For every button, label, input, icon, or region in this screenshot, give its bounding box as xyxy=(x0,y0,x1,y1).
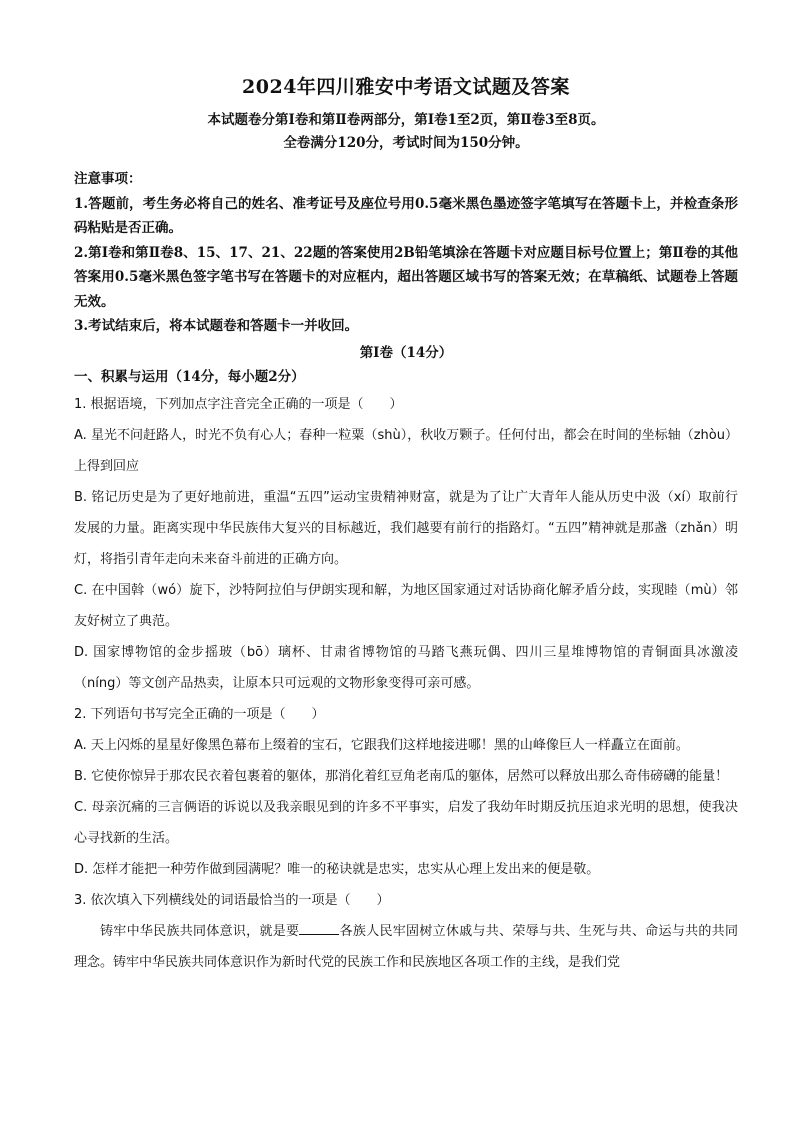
fill-in-blank xyxy=(299,922,339,935)
question-1 xyxy=(74,389,738,699)
instruction-item: 2.第Ⅰ卷和第Ⅱ卷8、15、17、21、22题的答案使用2B铅笔填涂在答题卡对应题目标号位置上；第Ⅱ卷的其他答案用0.5毫米黑色签字笔书写在答题卡的对应框内，超出答题区域书写的答案无效；在草稿纸、试题卷上答题无效。 xyxy=(74,244,738,310)
question-3 xyxy=(74,885,738,978)
question-stem: 3. 依次填入下列横线处的词语最恰当的一项是（ ） xyxy=(74,892,390,908)
option-a: A. 星光不问赶路人，时光不负有心人；春种一粒粟（shù），秋收万颗子。任何付出，都会在时间的坐标轴（zhòu）上得到回应 xyxy=(74,427,738,474)
passage-text-before-blank: 铸牢中华民族共同体意识，就是要 xyxy=(100,923,300,939)
question-2 xyxy=(74,699,738,885)
document-title: 2024年四川雅安中考语文试题及答案 xyxy=(242,76,570,98)
option-d: D. 怎样才能把一种劳作做到园满呢？唯一的秘诀就是忠实，忠实从心理上发出来的便是敬。 xyxy=(74,861,600,877)
instruction-item: 1.答题前，考生务必将自己的姓名、准考证号及座位号用0.5毫米黑色墨迹签字笔填写在答题卡上，并检查条形码粘贴是否正确。 xyxy=(74,195,738,236)
option-c: C. 母亲沉痛的三言俩语的诉说以及我亲眼见到的许多不平事实，启发了我幼年时期反抗压迫求光明的思想，使我决心寻找新的生活。 xyxy=(74,799,738,846)
option-b: B. 它使你惊异于那农民衣着包裹着的躯体，那消化着红豆角老南瓜的躯体，居然可以释放出那么奇伟磅礴的能量！ xyxy=(74,768,729,784)
exam-structure-note: 本试题卷分第Ⅰ卷和第Ⅱ卷两部分，第Ⅰ卷1至2页，第Ⅱ卷3至8页。 xyxy=(207,112,605,128)
instructions-block xyxy=(74,167,738,339)
section-title: 第Ⅰ卷（14分） xyxy=(359,344,453,361)
question-stem: 1. 根据语境，下列加点字注音完全正确的一项是（ ） xyxy=(74,396,403,412)
option-c: C. 在中国斡（wó）旋下，沙特阿拉伯与伊朗实现和解，为地区国家通过对话协商化解矛盾分歧，实现睦（mù）邻友好树立了典范。 xyxy=(74,582,738,629)
option-a: A. 天上闪烁的星星好像黑色幕布上缀着的宝石，它跟我们这样地接进哪！黑的山峰像巨人一样矗立在面前。 xyxy=(74,737,689,753)
instruction-item: 3.考试结束后，将本试题卷和答题卡一并收回。 xyxy=(74,318,359,334)
instructions-heading: 注意事项： xyxy=(74,171,142,187)
option-b: B. 铭记历史是为了更好地前进，重温“五四”运动宝贵精神财富，就是为了让广大青年人能从历史中汲（xí）取前行发展的力量。距离实现中华民族伟大复兴的目标越近，我们越要有前行的指路灯。“五四”精神就是那盏（zhǎn）明灯，将指引青年走向未来奋斗前进的正确方向。 xyxy=(74,489,738,567)
question-stem: 2. 下列语句书写完全正确的一项是（ ） xyxy=(74,706,325,722)
reading-passage xyxy=(74,916,738,978)
score-time-note: 全卷满分120分，考试时间为150分钟。 xyxy=(283,135,529,151)
passage-text-after-blank: 各族人民牢固树立休戚与共、荣辱与共、生死与共、命运与共的共同理念。铸牢中华民族共同体意识作为新时代党的民族工作和民族地区各项工作的主线，是我们党 xyxy=(74,923,738,970)
part-title: 一、积累与运用（14分，每小题2分） xyxy=(74,368,305,385)
option-d: D. 国家博物馆的金步摇玻（bō）璃杯、甘肃省博物馆的马踏飞燕玩偶、四川三星堆博物馆的青铜面具冰激凌（níng）等文创产品热卖，让原本只可远观的文物形象变得可亲可感。 xyxy=(74,644,738,691)
